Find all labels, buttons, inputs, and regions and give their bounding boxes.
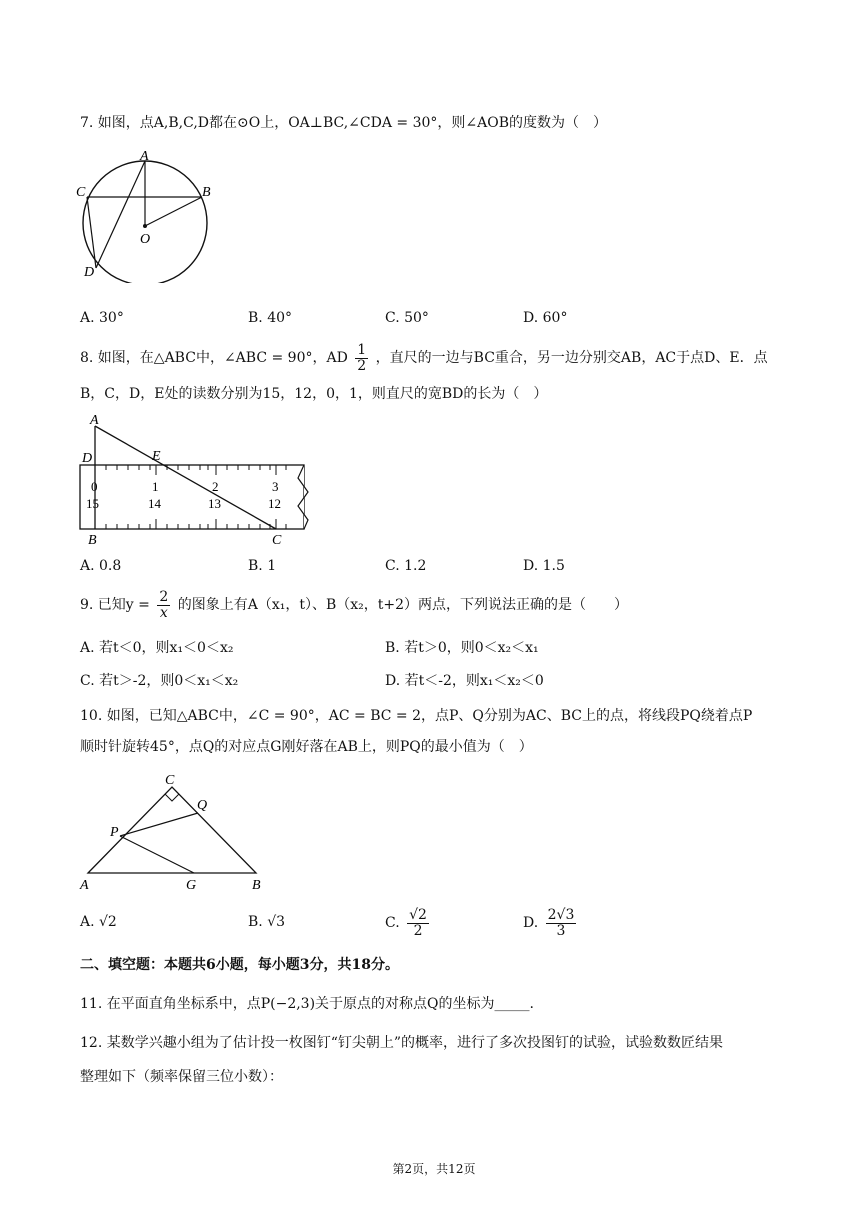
label-b: B [252,878,261,893]
label-d: D [84,265,95,280]
label-p: P [110,825,119,840]
q11-stem: 11. 在平面直角坐标系中，点P(−2,3)关于原点的对称点Q的坐标为_____. [80,996,534,1012]
q10-option-d-num: 2√3 [547,906,575,923]
center-dot [143,224,147,228]
ruler-bottom-13: 13 [208,496,221,511]
label-c: C [165,773,175,788]
q10-option-d-letter: D. [523,915,539,931]
q8-option-c: C. 1.2 [385,558,427,574]
q10-option-b-value: √3 [267,914,286,930]
segment-pq [120,813,198,836]
q10-option-c-den: 2 [413,922,423,939]
label-g: G [186,878,197,893]
label-b: B [202,185,211,200]
ruler-bottom-14: 14 [148,496,161,511]
point-c: C [272,533,282,547]
q10-option-a-letter: A. [80,914,95,930]
q9-fraction [157,590,170,621]
q10-option-c-num: √2 [409,906,427,923]
q10-option-d [523,904,579,942]
q12-stem-line2: 整理如下（频率保留三位小数）： [80,1069,283,1085]
ruler-bottom-15: 15 [86,496,99,511]
point-e: E [152,449,161,464]
q8-frac-den: 2 [357,357,367,374]
q10-option-a-value: √2 [99,914,117,930]
page-footer: 第2页，共12页 [392,1162,476,1176]
q7-stem: 7. 如图，点A,B,C,D都在⊙O上，OA⊥BC,∠CDA = 30°，则∠AOB的度数为（ ） [80,115,607,131]
section-2-heading: 二、填空题：本题共6小题，每小题3分，共18分。 [80,957,399,973]
q9-option-c: C. 若t＞-2，则0＜x₁＜x₂ [80,673,239,689]
q10-option-a [80,914,117,930]
ruler-top-3: 3 [272,479,279,494]
q8-frac-num: 1 [357,341,367,358]
q8-stem-pre: 8. 如图，在△ABC中，∠ABC = 90°，AD [80,350,348,366]
q9-frac-num: 2 [159,588,169,605]
point-b: B [88,533,97,547]
q8-stem-line2: B，C，D，E处的读数分别为15，12，0，1，则直尺的宽BD的长为（ ） [80,386,548,402]
ruler-top-1: 1 [152,479,159,494]
q7-option-d: D. 60° [523,310,568,326]
chord-cd [87,197,96,268]
q8-option-a: A. 0.8 [80,558,122,574]
q9-option-d: D. 若t＜-2，则x₁＜x₂＜0 [385,673,544,689]
q8-stem-post: ，直尺的一边与BC重合，另一边分别交AB，AC于点D、E．点 [375,350,768,366]
right-angle-mark [165,794,179,801]
label-a: A [80,878,89,893]
label-q: Q [197,798,208,813]
q8-option-b: B. 1 [248,558,277,574]
label-o: O [140,232,151,247]
ruler-bottom-12: 12 [268,496,281,511]
q10-option-c [385,904,432,942]
q8-stem-line1 [80,342,768,374]
q10-option-d-den: 3 [556,922,566,939]
q7-option-c: C. 50° [385,310,429,326]
label-a: A [140,149,149,164]
q10-option-b-letter: B. [248,914,263,930]
ruler-top-0: 0 [91,479,98,494]
q7-circle-figure [74,148,224,283]
q8-option-d: D. 1.5 [523,558,565,574]
q10-option-b [248,914,285,930]
q9-frac-den: x [159,604,168,621]
q9-stem-pre: 9. 已知y = [80,597,150,613]
point-a: A [90,413,99,428]
q10-stem-line1: 10. 如图，已知△ABC中，∠C = 90°，AC = BC = 2，点P、Q分别为AC、BC上的点，将线段PQ绕着点P [80,708,753,724]
q9-stem [80,589,628,621]
q10-option-c-frac [407,908,429,939]
q10-stem-line2: 顺时针旋转45°，点Q的对应点G刚好落在AB上，则PQ的最小值为（ ） [80,739,533,755]
segment-ob [145,197,202,226]
label-c: C [76,185,86,200]
q10-option-d-frac [546,908,577,939]
q8-ruler-figure [76,412,316,547]
q12-stem-line1: 12. 某数学兴趣小组为了估计投一枚图钉“钉尖朝上”的概率，进行了多次投图钉的试验，试验数数匠结果 [80,1035,724,1051]
ruler-top-2: 2 [212,479,219,494]
q8-fraction [355,343,368,374]
q10-triangle-figure [76,766,276,894]
segment-pg [120,836,194,873]
point-d: D [82,451,93,466]
q9-option-a: A. 若t＜0，则x₁＜0＜x₂ [80,640,234,656]
q7-option-b: B. 40° [248,310,293,326]
q10-option-c-letter: C. [385,915,400,931]
q7-option-a: A. 30° [80,310,124,326]
q9-option-b: B. 若t＞0，则0＜x₂＜x₁ [385,640,539,656]
q9-stem-post: 的图象上有A（x₁，t）、B（x₂，t+2）两点，下列说法正确的是（ ） [177,597,629,613]
